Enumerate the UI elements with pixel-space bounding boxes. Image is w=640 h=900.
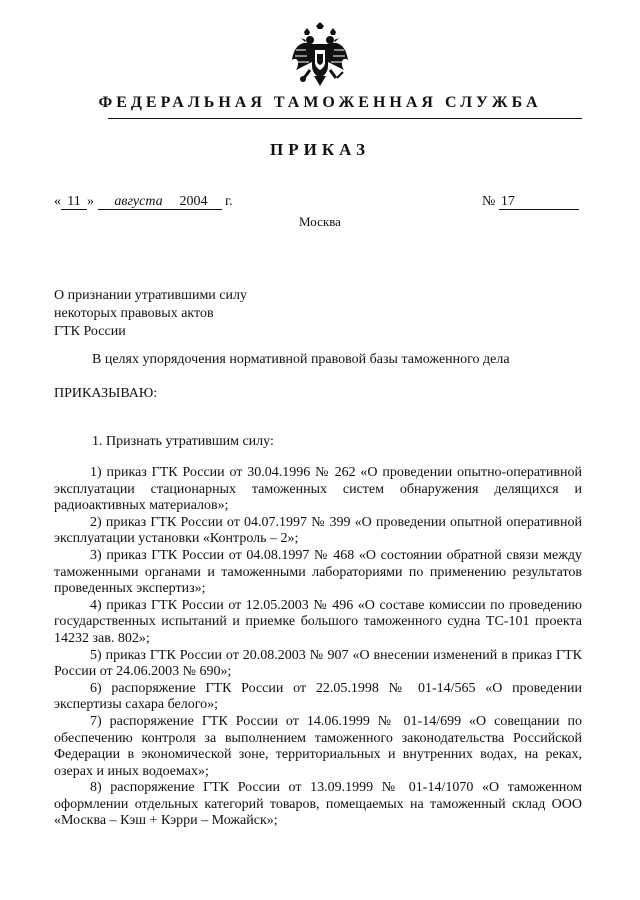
number-value: 17 [499,195,579,210]
date-day: 11 [61,195,87,210]
date-open-quote: « [54,194,61,209]
subject-line: О признании утратившими силу [54,288,247,303]
list-item: 8) распоряжение ГТК России от 13.09.1999 № 01-14/1070 «О таможенном оформлении отдельных категорий товаров, помещаемых на таможенный склад ООО «Москва – Кэш + Кэрри – Можайск»; [54,780,582,829]
revoked-acts-list [54,465,582,830]
date-suffix: г. [225,194,233,209]
date-month: августа [98,195,180,210]
document-subject [54,287,247,341]
date-year: 2004 [180,195,222,210]
subject-line: некоторых правовых актов [54,306,214,321]
list-item: 3) приказ ГТК России от 04.08.1997 № 468 «О состоянии обратной связи между таможенными органами и таможенными лабораториями по применению результатов проведенных экспертиз»; [54,547,582,597]
list-item: 6) распоряжение ГТК России от 22.05.1998 № 01-14/565 «О проведении экспертизы сахара белого»; [54,680,582,713]
date-close-quote: » [87,194,94,209]
list-item: 5) приказ ГТК России от 20.08.2003 № 907 «О внесении изменений в приказ ГТК России от 24.06.2003 № 690»; [54,647,582,680]
list-item: 4) приказ ГТК России от 12.05.2003 № 496 «О составе комиссии по проведению государственных испытаний и приемке большого таможенного судна ТС-101 проекта 14232 зав. 802»; [54,597,582,646]
document-title: ПРИКАЗ [270,140,370,159]
order-word: ПРИКАЗЫВАЮ: [54,386,158,401]
document-date [54,194,233,210]
list-item: 1) приказ ГТК России от 30.04.1996 № 262 «О проведении опытно-оперативной эксплуатации стационарных таможенных систем обнаружения делящихся и радиоактивных материалов»; [54,465,582,514]
point-1-heading: 1. Признать утратившим силу: [92,434,274,449]
header-divider [108,118,582,119]
subject-line: ГТК России [54,324,126,339]
document-number [482,194,579,210]
list-item: 7) распоряжение ГТК России от 14.06.1999 № 01-14/699 «О совещании по обеспечению контроля за выполнением таможенного законодательства Российской Федерации в экономической зоне, территориальных и внутренних водах, на реках, озерах и иных водоемах»; [54,713,582,779]
list-item: 2) приказ ГТК России от 04.07.1997 № 399 «О проведении опытной оперативной эксплуатации установки «Контроль – 2»; [54,514,582,547]
document-city: Москва [299,214,341,229]
coat-of-arms-icon [290,20,350,88]
purpose-paragraph: В целях упорядочения нормативной правовой базы таможенного дела [92,352,510,367]
number-label: № [482,194,496,209]
agency-name: ФЕДЕРАЛЬНАЯ ТАМОЖЕННАЯ СЛУЖБА [98,94,542,111]
